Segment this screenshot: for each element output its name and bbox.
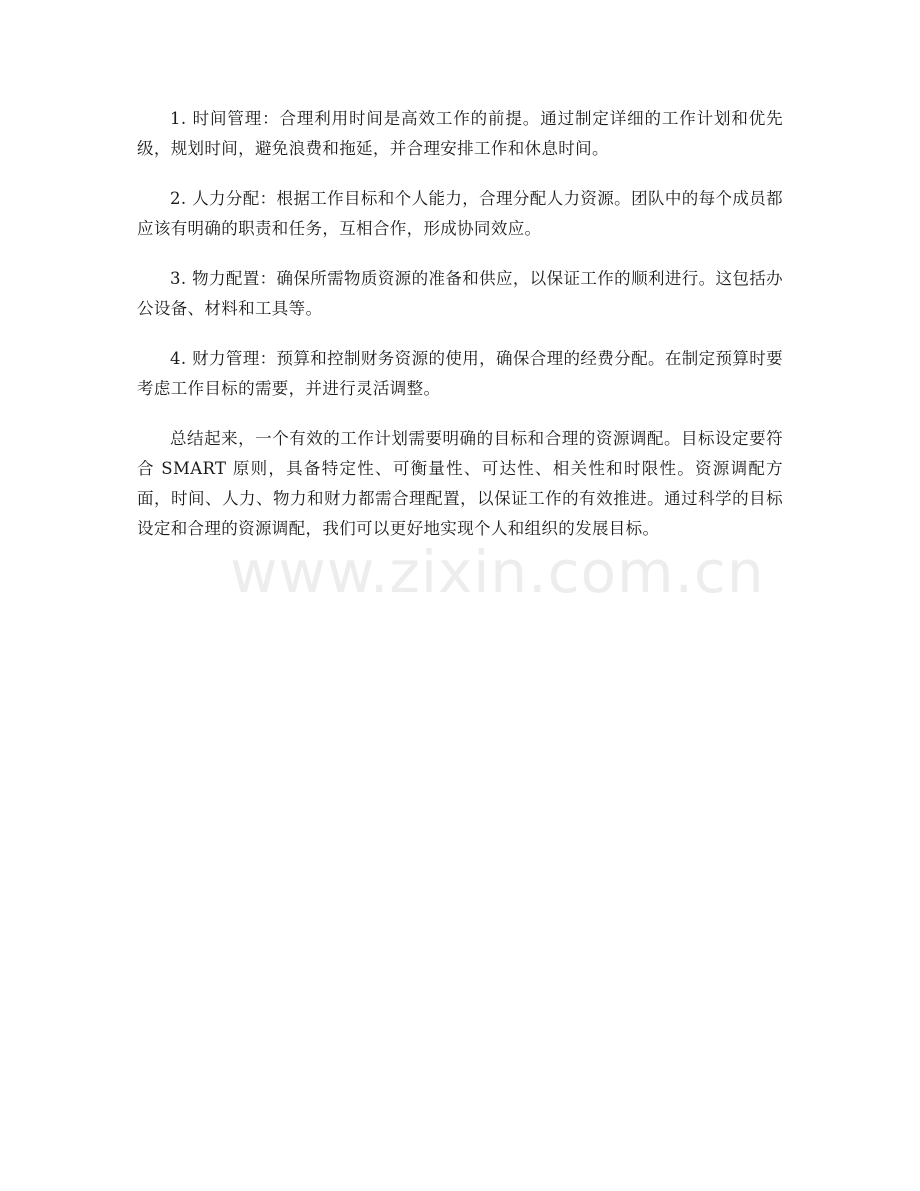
paragraph-human-resources: 2. 人力分配：根据工作目标和个人能力，合理分配人力资源。团队中的每个成员都应该有明确的职责和任务，互相合作，形成协同效应。 [137, 189, 783, 238]
paragraph-financial-management: 4. 财力管理：预算和控制财务资源的使用，确保合理的经费分配。在制定预算时要考虑工作目标的需要，并进行灵活调整。 [137, 349, 783, 398]
paragraph-material-resources: 3. 物力配置：确保所需物质资源的准备和供应，以保证工作的顺利进行。这包括办公设备、材料和工具等。 [137, 269, 783, 318]
paragraph-time-management: 1. 时间管理：合理利用时间是高效工作的前提。通过制定详细的工作计划和优先级，规划时间，避免浪费和拖延，并合理安排工作和休息时间。 [137, 109, 783, 158]
paragraph-summary: 总结起来，一个有效的工作计划需要明确的目标和合理的资源调配。目标设定要符合 SMART 原则，具备特定性、可衡量性、可达性、相关性和时限性。资源调配方面，时间、人力、物力和财力都需合理配置，以保证工作的有效推进。通过科学的目标设定和合理的资源调配，我们可以更好地实现个人和组织的发展目标。 [137, 429, 783, 538]
document-body [137, 104, 783, 564]
watermark: www.zixin.com.cn [230, 538, 765, 606]
